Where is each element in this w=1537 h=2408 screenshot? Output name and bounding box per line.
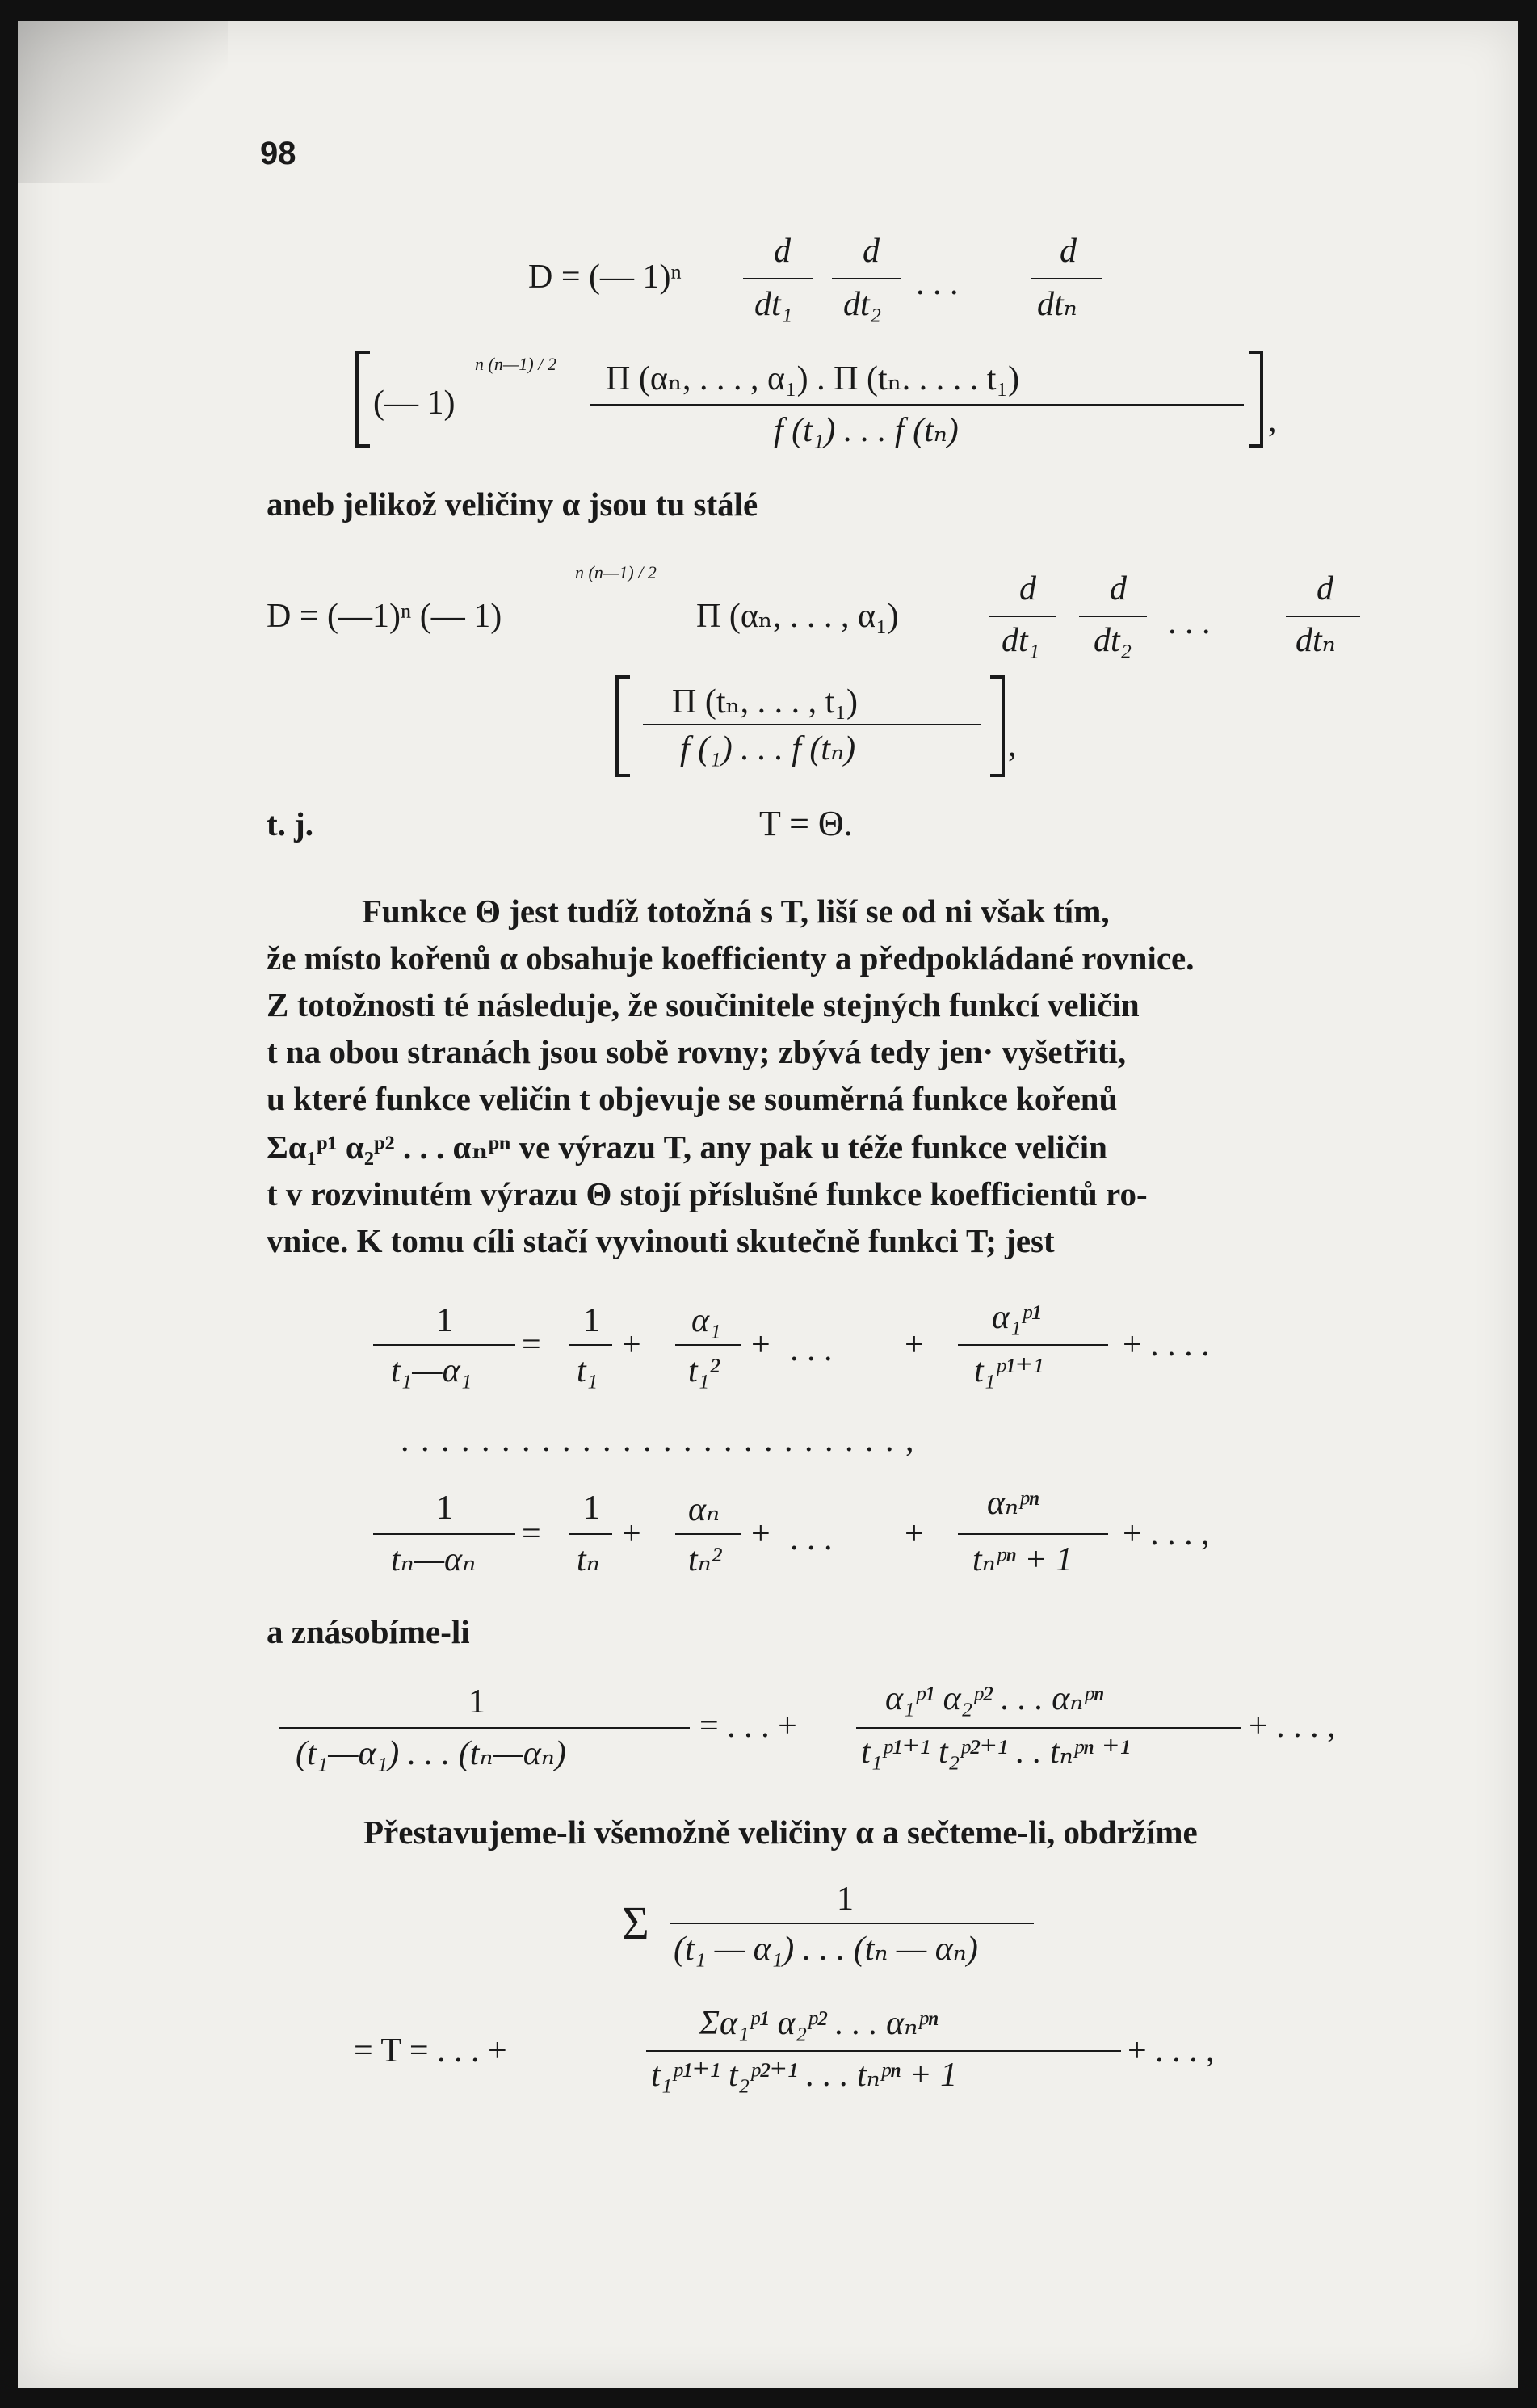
paragraph-line-4: t na obou stranách jsou sobě rovny; zbývá tedy jen· vyšetřiti,	[267, 1033, 1127, 1070]
final-den: t₁ᵖ¹⁺¹ t₂ᵖ²⁺¹ . . . tₙᵖⁿ + 1	[651, 2057, 958, 2094]
prod-term-den: t₁ᵖ¹⁺¹ t₂ᵖ²⁺¹ . . tₙᵖⁿ ⁺¹	[861, 1734, 1131, 1771]
final-bar	[646, 2050, 1121, 2052]
frac3-bar	[1031, 278, 1102, 279]
sum-den: (t₁ — α₁) . . . (tₙ — αₙ)	[674, 1931, 978, 1968]
prod-mid: = . . . +	[699, 1708, 797, 1745]
frac1-den: dt₁	[754, 286, 793, 323]
s1-t2-num: α₁	[691, 1302, 721, 1339]
frac2-bar	[832, 278, 901, 279]
s2-plus1: +	[622, 1515, 641, 1553]
frac4-num: d	[1019, 570, 1036, 607]
bracket-first-denominator: f (t₁) . . . f (tₙ)	[774, 412, 959, 449]
bracket-first-trailing: ,	[1268, 402, 1277, 439]
s1-t1-den: t₁	[577, 1352, 598, 1389]
left-bracket	[355, 351, 370, 448]
paragraph-line-2: že místo kořenů α obsahuje koefficienty a předpokládané rovnice.	[267, 939, 1195, 977]
s1-plus2: +	[751, 1326, 771, 1364]
s2-t2-bar	[675, 1533, 741, 1535]
left-bracket-2	[615, 675, 630, 777]
page-number: 98	[260, 136, 296, 171]
prod-lhs-den: (t₁—α₁) . . . (tₙ—αₙ)	[296, 1735, 566, 1772]
paragraph-line-7: t v rozvinutém výrazu Θ stojí příslušné funkce koefficientů ro-	[267, 1175, 1148, 1212]
eq-d-second-dots: . . .	[1168, 604, 1211, 641]
s2-t2-num: αₙ	[688, 1491, 720, 1528]
s2-lhs-num: 1	[436, 1490, 453, 1527]
eq-d-first-lhs: D = (— 1)ⁿ	[528, 258, 682, 296]
bracket-second-trailing: ,	[1008, 727, 1017, 764]
s1-t3-bar	[958, 1344, 1108, 1346]
s2-t3-num: αₙᵖⁿ	[987, 1485, 1039, 1522]
frac3-den: dtₙ	[1037, 286, 1077, 323]
frac1-num: d	[774, 233, 791, 270]
s2-plus2: +	[751, 1515, 771, 1553]
eq-d-second-exponent: n (n—1) / 2	[575, 562, 657, 582]
s1-t1-num: 1	[583, 1302, 600, 1339]
prod-tail: + . . . ,	[1249, 1708, 1336, 1745]
s1-tail: + . . . .	[1123, 1326, 1210, 1364]
s2-t1-den: tₙ	[577, 1541, 600, 1578]
final-lhs: = T = . . . +	[354, 2032, 507, 2070]
s1-equals: =	[522, 1326, 541, 1364]
s2-t1-num: 1	[583, 1490, 600, 1527]
frac6-num: d	[1317, 570, 1333, 607]
paragraph-line-6: Σα₁ᵖ¹ α₂ᵖ² . . . αₙᵖⁿ ve výrazu T, any pak u téže funkce veličin	[267, 1128, 1107, 1166]
s1-t1-bar	[569, 1344, 612, 1346]
frac4-bar	[989, 616, 1056, 617]
prod-term-num: α₁ᵖ¹ α₂ᵖ² . . . αₙᵖⁿ	[885, 1680, 1104, 1717]
s2-t1-bar	[569, 1533, 612, 1535]
prod-term-bar	[856, 1727, 1241, 1729]
label-tj: t. j.	[267, 805, 314, 843]
paragraph-line-1: Funkce Θ jest tudíž totožná s T, liší se od ni však tím,	[362, 893, 1110, 930]
sentence-permute: Přestavujeme-li všemožně veličiny α a sečteme-li, obdržíme	[363, 1813, 1198, 1851]
frac5-den: dt₂	[1094, 622, 1132, 659]
sum-bar	[670, 1923, 1034, 1924]
s2-plus3: +	[905, 1515, 924, 1553]
final-num: Σα₁ᵖ¹ α₂ᵖ² . . . αₙᵖⁿ	[699, 2005, 939, 2042]
paragraph-line-3: Z totožnosti té následuje, že součinitele stejných funkcí veličin	[267, 986, 1140, 1023]
s2-lhs-bar	[373, 1533, 515, 1535]
s1-t3-num: α₁ᵖ¹	[992, 1299, 1042, 1336]
frac1-bar	[743, 278, 813, 279]
s1-t3-den: t₁ᵖ¹⁺¹	[974, 1352, 1044, 1389]
sentence-multiply: a znásobíme-li	[267, 1613, 470, 1650]
eq-d-second-lhs: D = (—1)ⁿ (— 1)	[267, 598, 502, 635]
s2-dots: . . .	[790, 1520, 833, 1557]
frac2-den: dt₂	[843, 286, 882, 323]
right-bracket-2	[990, 675, 1005, 777]
eq-d-first-dots: . . .	[916, 265, 959, 302]
right-bracket	[1249, 351, 1263, 448]
prod-lhs-bar	[279, 1727, 690, 1729]
frac2-num: d	[863, 233, 880, 270]
s2-t3-bar	[958, 1533, 1108, 1535]
sigma-symbol: Σ	[622, 1897, 649, 1949]
dotted-row: . . . . . . . . . . . . . . . . . . . . . . . . . ,	[401, 1422, 916, 1459]
bracket-second-denominator: f (₁) . . . f (tₙ)	[680, 730, 856, 767]
frac3-num: d	[1060, 233, 1077, 270]
frac6-den: dtₙ	[1296, 622, 1336, 659]
bracket-first-bar	[590, 404, 1244, 406]
prod-lhs-num: 1	[468, 1683, 485, 1721]
paragraph-line-8: vnice. K tomu cíli stačí vyvinouti skutečně funkci T; jest	[267, 1222, 1055, 1259]
sum-num: 1	[837, 1881, 854, 1918]
s1-lhs-bar	[373, 1344, 515, 1346]
bracket-first-exponent: n (n—1) / 2	[475, 354, 556, 374]
frac6-bar	[1286, 616, 1360, 617]
s1-plus3: +	[905, 1326, 924, 1364]
final-tail: + . . . ,	[1128, 2032, 1215, 2070]
s2-t2-den: tₙ²	[688, 1541, 722, 1578]
paragraph-line-5: u které funkce veličin t objevuje se souměrná funkce kořenů	[267, 1080, 1118, 1117]
frac5-bar	[1079, 616, 1147, 617]
s1-lhs-den: t₁—α₁	[391, 1352, 472, 1389]
sentence-since: aneb jelikož veličiny α jsou tu stálé	[267, 485, 758, 523]
s2-tail: + . . . ,	[1123, 1515, 1210, 1553]
s2-lhs-den: tₙ—αₙ	[391, 1541, 477, 1578]
bracket-second-bar	[643, 724, 981, 725]
s2-t3-den: tₙᵖⁿ + 1	[972, 1541, 1073, 1578]
bracket-first-sign: (— 1)	[373, 385, 456, 422]
s1-dots: . . .	[790, 1331, 833, 1368]
s1-lhs-num: 1	[436, 1302, 453, 1339]
s1-t2-bar	[675, 1344, 741, 1346]
frac5-num: d	[1110, 570, 1127, 607]
eq-t-theta: T = Θ.	[759, 804, 853, 843]
bracket-second-numerator: Π (tₙ, . . . , t₁)	[672, 683, 858, 721]
bracket-first-numerator: Π (αₙ, . . . , α₁) . Π (tₙ. . . . . t₁)	[606, 360, 1020, 397]
frac4-den: dt₁	[1002, 622, 1040, 659]
s1-t2-den: t₁²	[688, 1352, 720, 1389]
s1-plus1: +	[622, 1326, 641, 1364]
eq-d-second-product: Π (αₙ, . . . , α₁)	[696, 598, 899, 635]
s2-equals: =	[522, 1515, 541, 1553]
